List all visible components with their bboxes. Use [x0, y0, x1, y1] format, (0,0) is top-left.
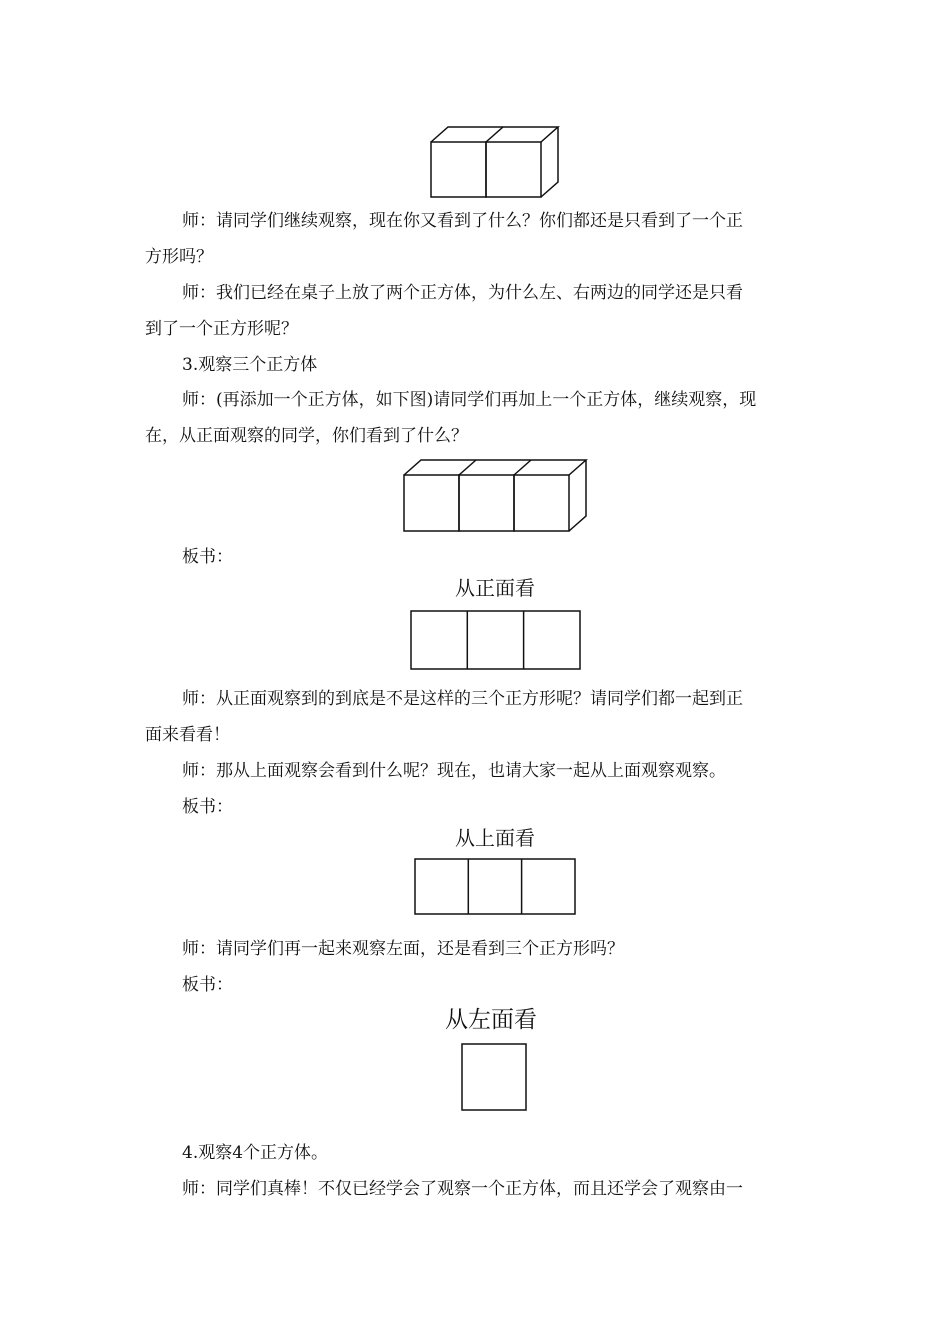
paragraph: 方形吗？ [145, 247, 213, 267]
front-view-diagram [410, 610, 582, 672]
board-label: 板书： [182, 797, 233, 817]
paragraph: 在，从正面观察的同学，你们看到了什么？ [145, 426, 468, 446]
board-label: 板书： [182, 975, 233, 995]
paragraph: 师：我们已经在桌子上放了两个正方体，为什么左、右两边的同学还是只看 [182, 283, 743, 303]
two-cubes-figure [429, 125, 559, 199]
top-view-diagram [414, 858, 577, 916]
top-view-caption: 从上面看 [455, 826, 535, 850]
paragraph: 面来看看！ [145, 725, 230, 745]
section-heading: 3.观察三个正方体 [182, 355, 318, 375]
left-view-caption: 从左面看 [445, 1007, 537, 1033]
three-cubes-figure [402, 458, 588, 534]
paragraph: 师：(再添加一个正方体，如下图)请同学们再加上一个正方体，继续观察，现 [182, 390, 757, 410]
paragraph: 师：请同学们再一起来观察左面，还是看到三个正方形吗？ [182, 939, 624, 959]
paragraph: 师：从正面观察到的到底是不是这样的三个正方形呢？请同学们都一起到正 [182, 689, 743, 709]
front-view-caption: 从正面看 [455, 576, 535, 600]
section-heading: 4.观察4个正方体。 [182, 1143, 329, 1163]
paragraph: 到了一个正方形呢？ [145, 319, 298, 339]
board-label: 板书： [182, 547, 233, 567]
paragraph: 师：那从上面观察会看到什么呢？现在，也请大家一起从上面观察观察。 [182, 761, 726, 781]
left-view-diagram [461, 1043, 529, 1113]
paragraph: 师：同学们真棒！不仅已经学会了观察一个正方体，而且还学会了观察由一 [182, 1179, 743, 1199]
paragraph: 师：请同学们继续观察，现在你又看到了什么？你们都还是只看到了一个正 [182, 211, 743, 231]
